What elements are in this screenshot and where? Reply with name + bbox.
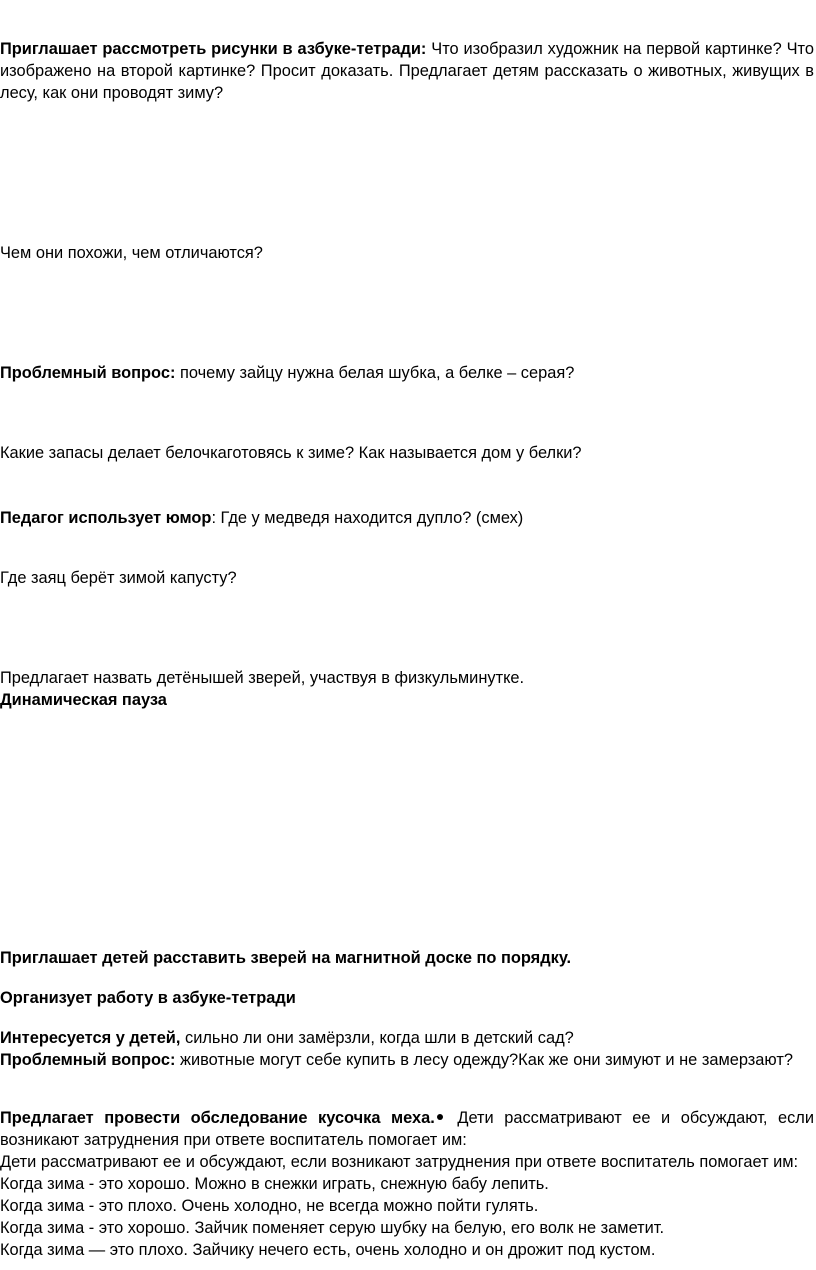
winter-line: Когда зима - это хорошо. Можно в снежки играть, снежную бабу лепить. (0, 1175, 549, 1193)
paragraph-text: Чем они похожи, чем отличаются? (0, 244, 263, 262)
paragraph-text: Где заяц берёт зимой капусту? (0, 569, 237, 587)
paragraph-intro (0, 38, 814, 104)
paragraph-problem-question (0, 362, 814, 384)
lead-bold: Проблемный вопрос: (0, 1051, 176, 1069)
paragraph-text: Дети рассматривают ее и обсуждают, если возникают затруднения при ответе воспитатель помогает им: (0, 1109, 814, 1149)
paragraph-fur (0, 1107, 814, 1261)
paragraph-text: животные могут себе купить в лесу одежду?Как же они зимуют и не замерзают? (175, 1051, 793, 1069)
paragraph-humor (0, 507, 814, 529)
winter-line: Когда зима - это плохо. Очень холодно, не всегда можно пойти гулять. (0, 1197, 539, 1215)
lead-bold: Предлагает провести обследование кусочка меха. (0, 1109, 435, 1127)
lead-bold: Педагог использует юмор (0, 509, 212, 527)
paragraph-text: Дети рассматривают ее и обсуждают, если возникают затруднения при ответе воспитатель помогает им: (0, 1153, 799, 1171)
paragraph-text: Что изобразил художник на первой картинке? Что изображено на второй картинке? Просит доказать. Предлагает детям рассказать о животных, живущих в лесу, как они проводят зиму? (0, 40, 814, 102)
paragraph-text: почему зайцу нужна белая шубка, а белке – серая? (175, 364, 575, 382)
winter-line: Когда зима - это хорошо. Зайчик поменяет серую шубку на белую, его волк не заметит. (0, 1219, 665, 1237)
paragraph-squirrel (0, 442, 814, 464)
lead-bold: Организует работу в азбуке-тетради (0, 989, 296, 1007)
paragraph-compare (0, 242, 814, 264)
paragraph-text: Предлагает назвать детёнышей зверей, участвуя в физкульминутке. (0, 669, 525, 687)
paragraph-hare (0, 567, 814, 589)
paragraph-magnet-board (0, 947, 814, 969)
paragraph-text: сильно ли они замёрзли, когда шли в детский сад? (180, 1029, 574, 1047)
lead-bold: Приглашает рассмотреть рисунки в азбуке-тетради: (0, 40, 427, 58)
bullet-icon (437, 1114, 443, 1120)
dynamic-pause-heading: Динамическая пауза (0, 691, 167, 709)
winter-line: Когда зима — это плохо. Зайчику нечего есть, очень холодно и он дрожит под кустом. (0, 1241, 656, 1259)
lead-bold: Приглашает детей расставить зверей на магнитной доске по порядку. (0, 949, 572, 967)
paragraph-workbook (0, 987, 814, 1009)
lead-bold: Проблемный вопрос: (0, 364, 176, 382)
paragraph-cubs (0, 667, 814, 711)
lead-bold: Интересуется у детей, (0, 1029, 181, 1047)
paragraph-text: Какие запасы делает белочкаготовясь к зиме? Как называется дом у белки? (0, 444, 582, 462)
paragraph-cold-question (0, 1027, 814, 1071)
paragraph-text: : Где у медведя находится дупло? (смех) (211, 509, 524, 527)
